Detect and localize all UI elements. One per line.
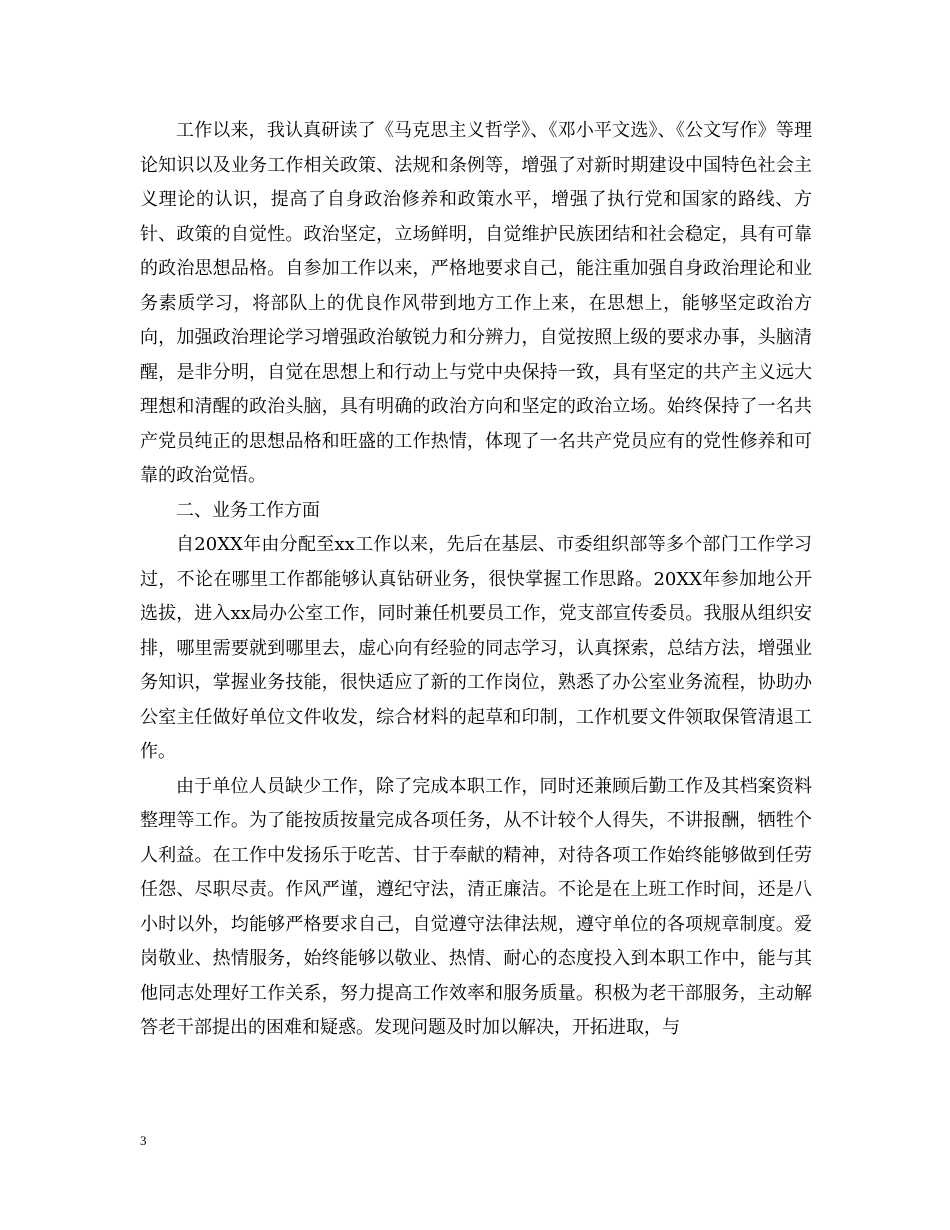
page-number: 3 [140, 1133, 147, 1148]
paragraph-career-history: 自20XX年由分配至xx工作以来，先后在基层、市委组织部等多个部门工作学习过，不论在哪里工作都能够认真钻研业务，很快掌握工作思路。20XX年参加地公开选拔，进入xx局办公室工作，同时兼任机要员工作，党支部宣传委员。我服从组织安排，哪里需要就到哪里去，虚心向有经验的同志学习，认真探索，总结方法，增强业务知识，掌握业务技能，很快适应了新的工作岗位，熟悉了办公室业务流程，协助办公室主任做好单位文件收发，综合材料的起草和印制，工作机要文件领取保管清退工作。 [140, 534, 812, 762]
section-heading-business-work: 二、业务工作方面 [176, 499, 320, 521]
paragraph-extra-duties: 由于单位人员缺少工作，除了完成本职工作，同时还兼顾后勤工作及其档案资料整理等工作。为了能按质按量完成各项任务，从不计较个人得失，不讲报酬，牺牲个人利益。在工作中发扬乐于吃苦、甘于奉献的精神，对待各项工作始终能够做到任劳任怨、尽职尽责。作风严谨，遵纪守法，清正廉洁。不论是在上班工作时间，还是八小时以外，均能够严格要求自己，自觉遵守法律法规，遵守单位的各项规章制度。爱岗敬业、热情服务，始终能够以敬业、热情、耐心的态度投入到本职工作中，能与其他同志处理好工作关系，努力提高工作效率和服务质量。积极为老干部服务，主动解答老干部提出的困难和疑惑。发现问题及时加以解决，开拓进取，与 [140, 775, 812, 1038]
document-body [140, 114, 812, 1046]
paragraph-political-thought: 工作以来，我认真研读了《马克思主义哲学》、《邓小平文选》、《公文写作》等理论知识以及业务工作相关政策、法规和条例等，增强了对新时期建设中国特色社会主义理论的认识，提高了自身政治修养和政策水平，增强了执行党和国家的路线、方针、政策的自觉性。政治坚定，立场鲜明，自觉维护民族团结和社会稳定，具有可靠的政治思想品格。自参加工作以来，严格地要求自己，能注重加强自身政治理论和业务素质学习，将部队上的优良作风带到地方工作上来，在思想上，能够坚定政治方向，加强政治理论学习增强政治敏锐力和分辨力，自觉按照上级的要求办事，头脑清醒，是非分明，自觉在思想上和行动上与党中央保持一致，具有坚定的共产主义远大理想和清醒的政治头脑，具有明确的政治方向和坚定的政治立场。始终保持了一名共产党员纯正的思想品格和旺盛的工作热情，体现了一名共产党员应有的党性修养和可靠的政治觉悟。 [140, 120, 812, 486]
